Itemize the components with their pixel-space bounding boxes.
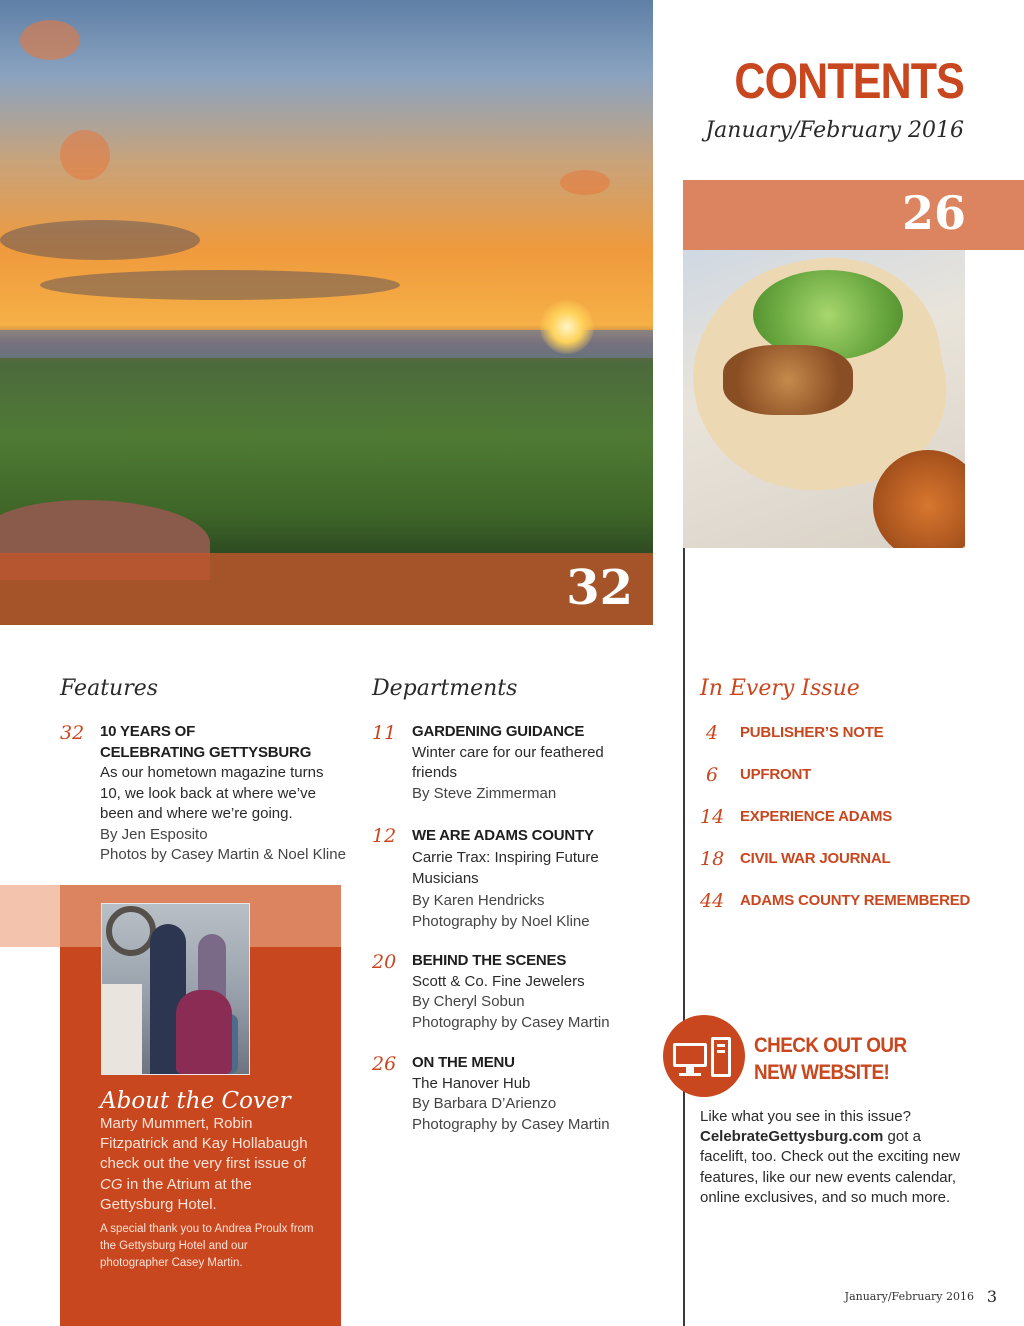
entry-photo-credit: Photography by Casey Martin xyxy=(412,1013,610,1031)
about-cover-thanks: A special thank you to Andrea Proulx from the Gettysburg Hotel and our photographer Casey Martin. xyxy=(100,1223,314,1269)
footer-page-number: 3 xyxy=(986,1287,997,1306)
website-link[interactable]: CelebrateGettysburg.com xyxy=(700,1128,884,1146)
entry-page-number: 12 xyxy=(372,825,397,847)
entry-photo-credit: Photography by Casey Martin xyxy=(412,1115,610,1133)
entry-description: As our hometown magazine turns xyxy=(100,764,324,781)
every-issue-heading: In Every Issue xyxy=(700,676,860,701)
item-title: PUBLISHER’S NOTE xyxy=(740,724,884,741)
entry-page-number: 11 xyxy=(372,722,397,744)
page-title: CONTENTS xyxy=(734,53,964,109)
sun-icon xyxy=(540,300,594,354)
website-promo-title[interactable]: CHECK OUT OUR NEW WEBSITE! xyxy=(754,1034,907,1084)
cover-accent-tab xyxy=(0,885,60,947)
entry-title: BEHIND THE SCENES xyxy=(412,952,567,969)
entry-byline: By Steve Zimmerman xyxy=(412,784,557,802)
item-title: CIVIL WAR JOURNAL xyxy=(740,850,891,867)
footer-issue-date: January/February 2016 xyxy=(844,1290,974,1303)
item-page-number: 6 xyxy=(705,764,719,786)
item-title: EXPERIENCE ADAMS xyxy=(740,808,893,825)
entry-description: Winter care for our feathered xyxy=(412,743,604,761)
entry-description: Carrie Trax: Inspiring Future xyxy=(412,848,599,866)
item-page-number: 14 xyxy=(700,806,725,828)
food-photo xyxy=(683,250,965,548)
item-page-number: 44 xyxy=(700,890,725,912)
entry-description: been and where we’re going. xyxy=(100,805,293,822)
entry-description: 10, we look back at where we’ve xyxy=(100,784,316,802)
website-promo-text: Like what you see in this issue? CelebrateGettysburg.com got a facelift, too. Check out the exciting new features, like our new events calendar, online exclusives, and so much more. xyxy=(700,1108,961,1206)
entry-title: 10 YEARS OF xyxy=(100,723,196,740)
entry-byline: By Karen Hendricks xyxy=(412,891,545,909)
item-page-number: 4 xyxy=(705,722,719,744)
item-page-number: 18 xyxy=(700,848,725,870)
about-cover-text: Marty Mummert, Robin Fitzpatrick and Kay Hollabaugh check out the very first issue of CG in the Atrium at the Gettysburg Hotel. xyxy=(100,1115,308,1213)
entry-description: Scott & Co. Fine Jewelers xyxy=(412,972,585,990)
entry-description: Musicians xyxy=(412,870,479,887)
issue-date: January/February 2016 xyxy=(705,118,964,143)
entry-title: ON THE MENU xyxy=(412,1054,515,1071)
features-heading: Features xyxy=(60,676,159,701)
entry-title: GARDENING GUIDANCE xyxy=(412,723,585,740)
entry-description: friends xyxy=(412,764,458,781)
cover-photo xyxy=(101,903,250,1075)
entry-description: The Hanover Hub xyxy=(412,1074,531,1092)
entry-photo-credit: Photography by Noel Kline xyxy=(412,913,590,930)
entry-byline: By Barbara D’Arienzo xyxy=(412,1095,557,1112)
food-page-number[interactable]: 26 xyxy=(901,186,966,240)
entry-byline: By Cheryl Sobun xyxy=(412,993,525,1010)
entry-page-number: 26 xyxy=(372,1053,397,1075)
entry-photo-credit: Photos by Casey Martin & Noel Kline xyxy=(100,846,346,863)
entry-title: CELEBRATING GETTYSBURG xyxy=(100,743,312,761)
food-photo-banner xyxy=(683,180,1024,250)
entry-title: WE ARE ADAMS COUNTY xyxy=(412,827,594,844)
entry-page-number: 32 xyxy=(60,722,85,744)
computer-icon xyxy=(663,1015,745,1097)
item-title: ADAMS COUNTY REMEMBERED xyxy=(740,892,971,909)
about-cover-heading: About the Cover xyxy=(100,1088,291,1114)
departments-heading: Departments xyxy=(372,676,518,701)
entry-page-number: 20 xyxy=(372,951,397,973)
column-divider xyxy=(683,548,685,1326)
hero-page-number[interactable]: 32 xyxy=(566,560,633,616)
item-title: UPFRONT xyxy=(740,766,812,783)
entry-byline: By Jen Esposito xyxy=(100,825,208,843)
hero-photo xyxy=(0,0,653,625)
